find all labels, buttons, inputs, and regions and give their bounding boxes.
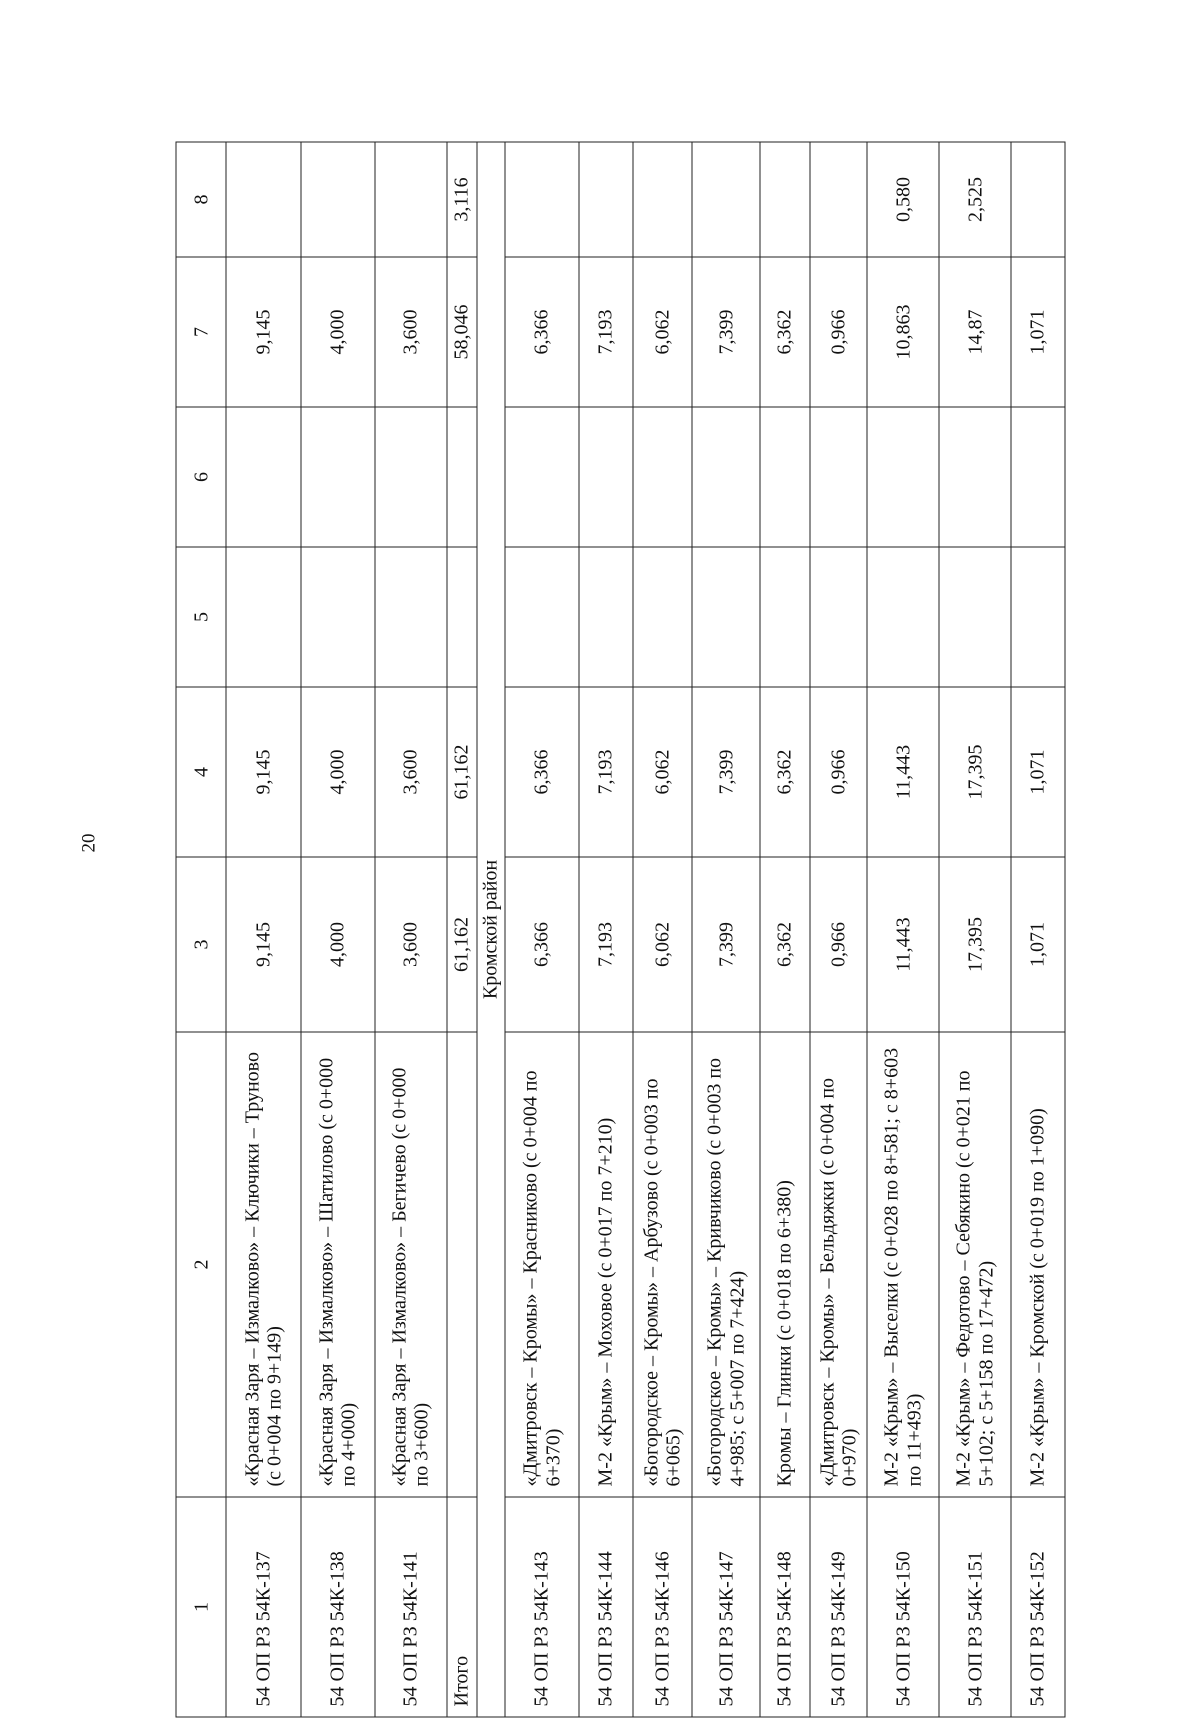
road-name: «Дмитровск – Кромы» – Бельдяжки (с 0+004 по 0+970) <box>809 1032 867 1497</box>
length-col-4: 4,000 <box>300 687 374 857</box>
table-row <box>300 142 374 1717</box>
rotated-sheet <box>175 143 1065 1718</box>
length-col-4: 6,362 <box>760 687 809 857</box>
road-code: 54 ОП РЗ 54К-143 <box>505 1497 579 1717</box>
length-col-7: 3,600 <box>374 257 446 407</box>
length-col-6 <box>809 407 867 547</box>
column-number: 3 <box>176 857 226 1032</box>
total-length: 7,193 <box>579 857 633 1032</box>
road-code: 54 ОП РЗ 54К-151 <box>939 1497 1011 1717</box>
length-col-7: 14,87 <box>939 257 1011 407</box>
table-row <box>632 142 692 1717</box>
total-row <box>446 142 476 1717</box>
length-col-5 <box>446 547 476 687</box>
length-col-8 <box>300 142 374 257</box>
length-col-4: 3,600 <box>374 687 446 857</box>
column-number: 1 <box>176 1497 226 1717</box>
length-col-8 <box>760 142 809 257</box>
length-col-5 <box>867 547 939 687</box>
column-number-row <box>176 142 226 1717</box>
length-col-7: 4,000 <box>300 257 374 407</box>
length-col-5 <box>760 547 809 687</box>
length-col-6 <box>867 407 939 547</box>
column-number: 4 <box>176 687 226 857</box>
section-title: Кромской район <box>476 142 504 1717</box>
length-col-8: 0,580 <box>867 142 939 257</box>
column-number: 2 <box>176 1032 226 1497</box>
table-row <box>939 142 1011 1717</box>
total-length: 0,966 <box>809 857 867 1032</box>
table-row <box>867 142 939 1717</box>
length-col-4: 1,071 <box>1011 687 1065 857</box>
length-col-7: 9,145 <box>226 257 300 407</box>
length-col-6 <box>632 407 692 547</box>
total-length: 61,162 <box>446 857 476 1032</box>
length-col-6 <box>300 407 374 547</box>
length-col-8 <box>632 142 692 257</box>
length-col-4: 7,399 <box>692 687 760 857</box>
length-col-7: 6,062 <box>632 257 692 407</box>
length-col-6 <box>579 407 633 547</box>
column-number: 6 <box>176 407 226 547</box>
length-col-8 <box>692 142 760 257</box>
length-col-8 <box>1011 142 1065 257</box>
total-length: 6,366 <box>505 857 579 1032</box>
page-number: 20 <box>78 833 100 853</box>
road-code: 54 ОП РЗ 54К-149 <box>809 1497 867 1717</box>
total-length: 6,062 <box>632 857 692 1032</box>
table-body <box>176 142 1065 1717</box>
table-row <box>579 142 633 1717</box>
road-code: 54 ОП РЗ 54К-144 <box>579 1497 633 1717</box>
length-col-5 <box>692 547 760 687</box>
length-col-4: 61,162 <box>446 687 476 857</box>
length-col-7: 6,362 <box>760 257 809 407</box>
total-label: Итого <box>446 1497 476 1717</box>
column-number: 8 <box>176 142 226 257</box>
total-length: 1,071 <box>1011 857 1065 1032</box>
road-name: М-2 «Крым» – Моховое (с 0+017 по 7+210) <box>579 1032 633 1497</box>
table-row <box>692 142 760 1717</box>
length-col-5 <box>226 547 300 687</box>
length-col-4: 9,145 <box>226 687 300 857</box>
road-code: 54 ОП РЗ 54К-150 <box>867 1497 939 1717</box>
table-row <box>505 142 579 1717</box>
length-col-8: 3,116 <box>446 142 476 257</box>
length-col-7: 6,366 <box>505 257 579 407</box>
length-col-6 <box>692 407 760 547</box>
road-name: «Красная Заря – Измалково» – Ключики – Труново (с 0+004 по 9+149) <box>226 1032 300 1497</box>
length-col-5 <box>300 547 374 687</box>
length-col-7: 58,046 <box>446 257 476 407</box>
section-header-row <box>476 142 504 1717</box>
length-col-8 <box>809 142 867 257</box>
total-length: 3,600 <box>374 857 446 1032</box>
length-col-6 <box>226 407 300 547</box>
roads-table <box>175 142 1065 1718</box>
length-col-5 <box>1011 547 1065 687</box>
total-length: 9,145 <box>226 857 300 1032</box>
table-row <box>226 142 300 1717</box>
length-col-8: 2,525 <box>939 142 1011 257</box>
length-col-7: 7,193 <box>579 257 633 407</box>
road-code: 54 ОП РЗ 54К-138 <box>300 1497 374 1717</box>
length-col-8 <box>505 142 579 257</box>
road-code: 54 ОП РЗ 54К-148 <box>760 1497 809 1717</box>
road-name: М-2 «Крым» – Выселки (с 0+028 по 8+581; с 8+603 по 11+493) <box>867 1032 939 1497</box>
table-row <box>1011 142 1065 1717</box>
length-col-5 <box>632 547 692 687</box>
length-col-7: 10,863 <box>867 257 939 407</box>
road-name: «Красная Заря – Измалково» – Шатилово (с 0+000 по 4+000) <box>300 1032 374 1497</box>
length-col-6 <box>939 407 1011 547</box>
road-code: 54 ОП РЗ 54К-137 <box>226 1497 300 1717</box>
road-code: 54 ОП РЗ 54К-146 <box>632 1497 692 1717</box>
table-row <box>760 142 809 1717</box>
length-col-7: 1,071 <box>1011 257 1065 407</box>
road-name <box>446 1032 476 1497</box>
length-col-6 <box>446 407 476 547</box>
length-col-7: 7,399 <box>692 257 760 407</box>
road-code: 54 ОП РЗ 54К-152 <box>1011 1497 1065 1717</box>
length-col-8 <box>579 142 633 257</box>
road-code: 54 ОП РЗ 54К-147 <box>692 1497 760 1717</box>
road-name: «Дмитровск – Кромы» – Красниково (с 0+004 по 6+370) <box>505 1032 579 1497</box>
road-code: 54 ОП РЗ 54К-141 <box>374 1497 446 1717</box>
length-col-5 <box>579 547 633 687</box>
road-name: М-2 «Крым» – Федотово – Себякино (с 0+021 по 5+102; с 5+158 по 17+472) <box>939 1032 1011 1497</box>
column-number: 5 <box>176 547 226 687</box>
length-col-5 <box>809 547 867 687</box>
total-length: 17,395 <box>939 857 1011 1032</box>
length-col-4: 11,443 <box>867 687 939 857</box>
length-col-5 <box>939 547 1011 687</box>
table-row <box>809 142 867 1717</box>
length-col-6 <box>1011 407 1065 547</box>
length-col-4: 0,966 <box>809 687 867 857</box>
total-length: 4,000 <box>300 857 374 1032</box>
length-col-4: 6,062 <box>632 687 692 857</box>
road-name: «Красная Заря – Измалково» – Бегичево (с 0+000 по 3+600) <box>374 1032 446 1497</box>
table-row <box>374 142 446 1717</box>
length-col-4: 7,193 <box>579 687 633 857</box>
road-name: «Богородское – Кромы» – Арбузово (с 0+003 по 6+065) <box>632 1032 692 1497</box>
total-length: 7,399 <box>692 857 760 1032</box>
length-col-6 <box>505 407 579 547</box>
total-length: 11,443 <box>867 857 939 1032</box>
length-col-4: 6,366 <box>505 687 579 857</box>
length-col-5 <box>505 547 579 687</box>
length-col-8 <box>374 142 446 257</box>
column-number: 7 <box>176 257 226 407</box>
length-col-6 <box>374 407 446 547</box>
length-col-5 <box>374 547 446 687</box>
total-length: 6,362 <box>760 857 809 1032</box>
length-col-8 <box>226 142 300 257</box>
length-col-6 <box>760 407 809 547</box>
road-name: «Богородское – Кромы» – Кривчиково (с 0+003 по 4+985; с 5+007 по 7+424) <box>692 1032 760 1497</box>
road-name: М-2 «Крым» – Кромской (с 0+019 по 1+090) <box>1011 1032 1065 1497</box>
road-name: Кромы – Глинки (с 0+018 по 6+380) <box>760 1032 809 1497</box>
length-col-4: 17,395 <box>939 687 1011 857</box>
length-col-7: 0,966 <box>809 257 867 407</box>
